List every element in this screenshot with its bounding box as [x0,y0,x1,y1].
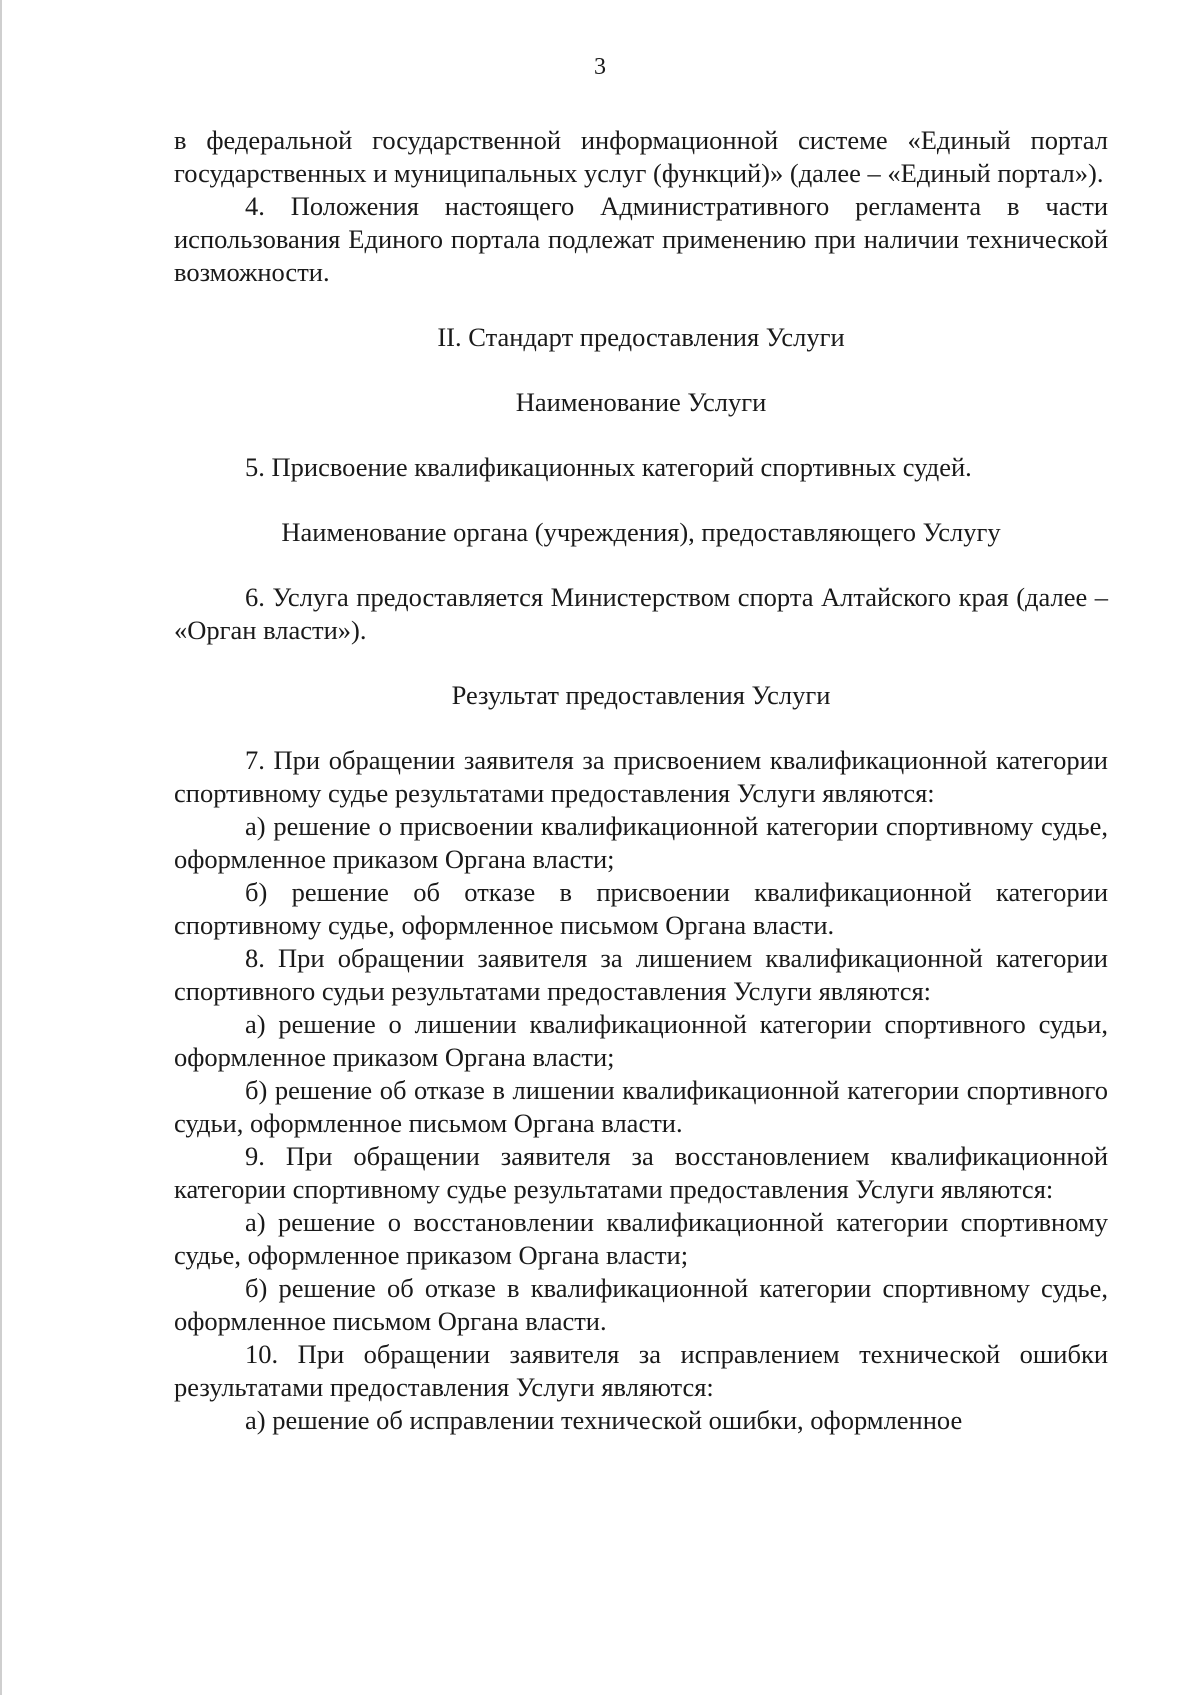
subheading-organ: Наименование органа (учреждения), предоставляющего Услугу [281,517,1001,547]
paragraph-10: 10. При обращении заявителя за исправлением технической ошибки результатами предоставления Услуги являются: [174,1339,1108,1402]
paragraph-7a: а) решение о присвоении квалификационной категории спортивному судье, оформленное приказом Органа власти; [174,811,1108,874]
paragraph-10a: а) решение об исправлении технической ошибки, оформленное [245,1405,963,1435]
paragraph-4: 4. Положения настоящего Административного регламента в части использования Единого портала подлежат применению при наличии технической возможности. [174,191,1108,287]
page-edge [0,0,2,1695]
paragraph-9a: а) решение о восстановлении квалификационной категории спортивному судье, оформленное приказом Органа власти; [174,1207,1108,1270]
paragraph-8a: а) решение о лишении квалификационной категории спортивного судьи, оформленное приказом Органа власти; [174,1009,1108,1072]
subheading-service-name: Наименование Услуги [515,387,767,417]
paragraph-9b: б) решение об отказе в квалификационной категории спортивному судье, оформленное письмом Органа власти. [174,1273,1108,1336]
paragraph-7b: б) решение об отказе в присвоении квалификационной категории спортивному судье, оформленное письмом Органа власти. [174,877,1108,940]
paragraph-7: 7. При обращении заявителя за присвоением квалификационной категории спортивному судье результатами предоставления Услуги являются: [174,745,1108,808]
page-number: 3 [594,54,606,80]
paragraph-8b: б) решение об отказе в лишении квалификационной категории спортивного судьи, оформленное письмом Органа власти. [174,1075,1108,1138]
paragraph-6: 6. Услуга предоставляется Министерством спорта Алтайского края (далее – «Орган власти»). [174,582,1108,645]
document-body [174,124,1108,1437]
subheading-result: Результат предоставления Услуги [451,680,831,710]
paragraph-5: 5. Присвоение квалификационных категорий спортивных судей. [245,452,972,482]
paragraph-8: 8. При обращении заявителя за лишением квалификационной категории спортивного судьи результатами предоставления Услуги являются: [174,943,1108,1006]
paragraph-9: 9. При обращении заявителя за восстановлением квалификационной категории спортивному судье результатами предоставления Услуги являются: [174,1141,1108,1204]
section-heading: II. Стандарт предоставления Услуги [437,322,845,352]
paragraph-continuation: в федеральной государственной информационной системе «Единый портал государственных и муниципальных услуг (функций)» (далее – «Единый портал»). [174,125,1108,188]
